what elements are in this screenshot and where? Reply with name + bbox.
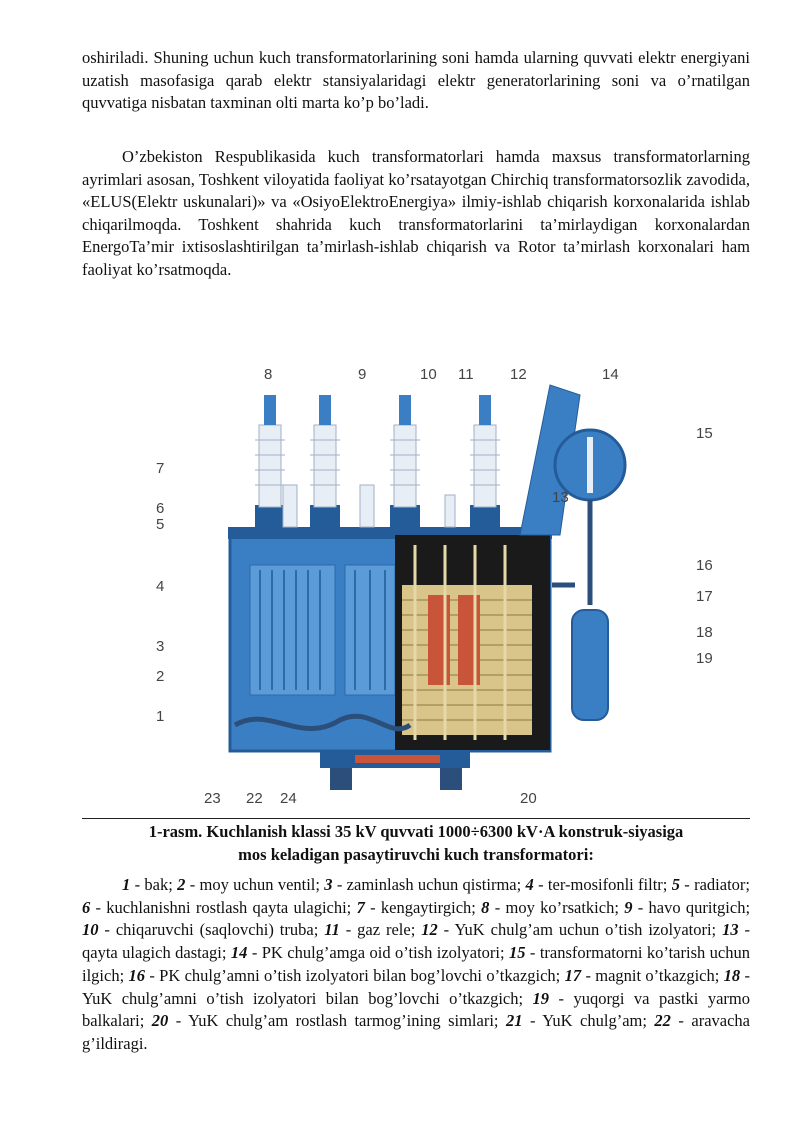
legend-number: 9 (624, 897, 633, 917)
legend-number: 4 (525, 875, 534, 894)
wheel (440, 768, 462, 790)
legend-text: - YuK chulg’amni o’tish izolyatori bilan bog’lovchi o’tkazgich; (82, 965, 750, 1008)
legend-text: - YuK chulg’am uchun o’tish izolyatori; (437, 920, 723, 940)
legend-number: 17 (564, 965, 582, 985)
transformer-figure (140, 355, 720, 810)
legend-text: - moy ko’rsatkich; (489, 897, 625, 917)
legend-text: - radiator; (679, 875, 750, 894)
legend-number: 7 (356, 897, 365, 917)
label-23: 23 (204, 790, 221, 807)
figure-legend (82, 874, 750, 1056)
legend-number: 14 (230, 943, 248, 963)
label-7: 7 (156, 460, 165, 477)
legend-number: 10 (82, 920, 99, 940)
label-10: 10 (420, 366, 437, 383)
label-17: 17 (696, 588, 713, 605)
label-12: 12 (510, 366, 527, 383)
legend-text: - transformatorni ko’tarish uchun ilgich; (82, 943, 750, 985)
label-9: 9 (358, 366, 367, 383)
legend-number: 11 (324, 920, 340, 940)
legend-text: - YuK chulg’am; (522, 1011, 655, 1031)
legend-number: 13 (722, 920, 739, 940)
legend-number: 8 (481, 897, 490, 917)
transformer-illustration (140, 355, 720, 810)
legend-text: - havo quritgich; (632, 897, 751, 917)
figure-caption (82, 820, 750, 866)
legend-text: - chiqaruvchi (saqlovchi) truba; (98, 920, 325, 940)
legend-number: 5 (671, 875, 680, 894)
caption-line-2: mos keladigan pasaytiruvchi kuch transformatori: (238, 845, 594, 864)
label-3: 3 (156, 638, 165, 655)
legend-text: - zaminlash uchun qistirma; (332, 875, 526, 894)
legend-text: - PK chulg’amni o’tish izolyatori bilan bog’lovchi o’tkazgich; (145, 965, 565, 985)
label-5: 5 (156, 516, 165, 533)
legend-number: 1 (122, 875, 131, 894)
caption-line-1: 1-rasm. Kuchlanish klassi 35 kV quvvati 1000÷6300 kV·A konstruk-siyasiga (148, 822, 684, 841)
label-1: 1 (156, 708, 165, 725)
label-16: 16 (696, 557, 713, 574)
label-18: 18 (696, 624, 713, 641)
legend-number: 16 (128, 965, 145, 985)
legend-text: - kuchlanishni rostlash qayta ulagichi; (90, 897, 357, 917)
air-dryer (572, 610, 608, 720)
legend-number: 15 (509, 943, 526, 963)
legend-number: 21 (505, 1011, 523, 1031)
paragraph-intro: oshiriladi. Shuning uchun kuch transformatorlarining soni hamda ularning quvvati elektr energiyani uzatish masofasiga qarab elektr stansiyalaridagi elektr generatorlarining soni va o’rnatilgan quvvatiga nisbatan taxminan olti marta ko’p bo’ladi. (82, 48, 750, 113)
label-24: 24 (280, 790, 297, 807)
label-22: 22 (246, 790, 263, 807)
legend-text: - YuK chulg’am rostlash tarmog’ining simlari; (168, 1011, 506, 1031)
legend-text: - gaz rele; (339, 920, 422, 940)
coil (428, 595, 450, 685)
legend-number: 6 (82, 897, 91, 917)
legend-text: - bak; (130, 875, 178, 894)
label-15: 15 (696, 425, 713, 442)
base-red-bar (355, 755, 440, 763)
legend-text: - magnit o’tkazgich; (581, 965, 724, 985)
legend-text: - yuqorgi va pastki yarmo balkalari; (82, 988, 750, 1031)
label-19: 19 (696, 650, 713, 667)
legend-text: - moy uchun ventil; (185, 875, 325, 894)
legend-text: - kengaytirgich; (364, 897, 482, 917)
label-11: 11 (458, 366, 474, 383)
legend-number: 20 (151, 1011, 169, 1031)
legend-text: - qayta ulagich dastagi; (82, 920, 750, 963)
legend-number: 22 (654, 1011, 671, 1031)
label-20: 20 (520, 790, 537, 807)
bushings (255, 395, 500, 535)
caption-rule (82, 818, 750, 819)
legend-number: 19 (532, 988, 550, 1008)
wheel (330, 768, 352, 790)
legend-number: 2 (177, 875, 186, 894)
label-8: 8 (264, 366, 273, 383)
legend-number: 3 (324, 875, 333, 894)
label-4: 4 (156, 578, 165, 595)
legend-text: - ter-mosifonli filtr; (533, 875, 672, 894)
legend-text: - PK chulg’amga oid o’tish izolyatori; (247, 943, 509, 963)
label-2: 2 (156, 668, 165, 685)
label-6: 6 (156, 500, 165, 517)
label-14: 14 (602, 366, 619, 383)
paragraph-manufacturers: O’zbekiston Respublikasida kuch transformatorlari hamda maxsus transformatorlarning ayrimlari asosan, Toshkent viloyatida faoliyat ko’rsatayotgan Chirchiq transformatorsozlik zavodida, «ELUS(Elektr uskunalari)» va «OsiyoElektroEnergiya» ilmiy-ishlab chiqarish korxonalarida ishlab chiqarilmoqda. Toshkent shahrida kuch transformatorlarini ta’mirlaydigan korxonalardan EnergoTa’mir ixtisoslashtirilgan ta’mirlash-ishlab chiqarish va Rotor ta’mirlash korxonalari ham faoliyat ko’rsatmoqda. (82, 147, 750, 279)
legend-number: 12 (421, 920, 438, 940)
legend-text: - aravacha g’ildiragi. (82, 1011, 750, 1053)
legend-number: 18 (723, 965, 741, 985)
label-13: 13 (552, 489, 569, 506)
coil (458, 595, 480, 685)
